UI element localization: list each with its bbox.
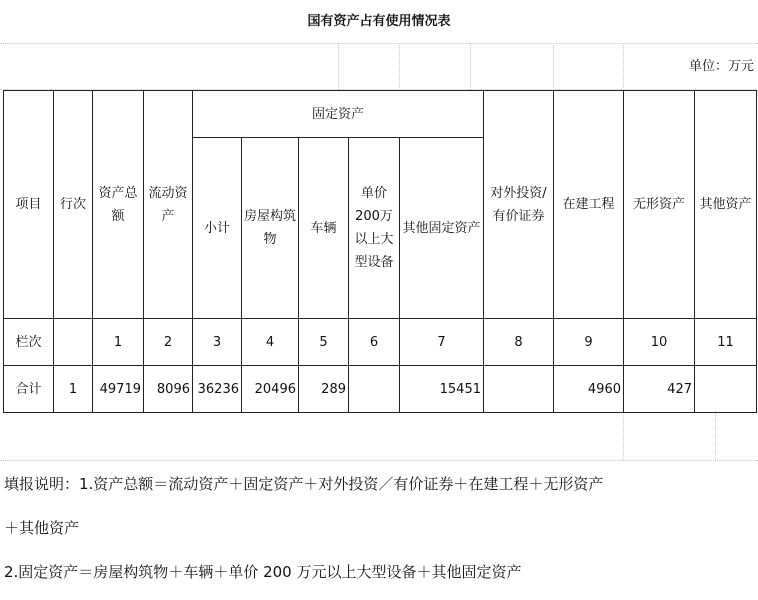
header-total-assets: 资产总额 [93,91,144,319]
header-intangible: 无形资产 [624,91,695,319]
header-investment: 对外投资/有价证券 [484,91,554,319]
value-cell [695,366,757,413]
value-cell [484,366,554,413]
unit-label: 单位：万元 [688,59,754,74]
col-num: 9 [554,319,624,366]
value-cell: 427 [624,366,695,413]
note-line-2: ＋其他资产 [4,519,80,537]
header-row-no: 行次 [54,91,93,319]
header-current-assets: 流动资产 [144,91,193,319]
header-fixed-assets: 固定资产 [193,91,484,138]
column-number-row [4,319,757,366]
total-row-no: 1 [54,366,93,413]
header-subtotal: 小计 [193,138,242,319]
col-num: 6 [349,319,400,366]
col-num: 1 [93,319,144,366]
header-other-fixed: 其他固定资产 [400,138,484,319]
notes [4,462,603,594]
value-cell: 49719 [93,366,144,413]
col-num: 4 [242,319,299,366]
column-row-label: 栏次 [4,319,54,366]
total-row [4,366,757,413]
header-vehicles: 车辆 [299,138,349,319]
empty-cell [54,319,93,366]
value-cell: 289 [299,366,349,413]
header-large-equipment: 单价200万以上大型设备 [349,138,400,319]
col-num: 11 [695,319,757,366]
page-title: 国有资产占有使用情况表 [0,0,758,44]
value-cell [349,366,400,413]
header-buildings: 房屋构筑物 [242,138,299,319]
header-other-assets: 其他资产 [695,91,757,319]
value-cell: 36236 [193,366,242,413]
value-cell: 4960 [554,366,624,413]
value-cell: 20496 [242,366,299,413]
col-num: 10 [624,319,695,366]
note-line-3: 2.固定资产＝房屋构筑物＋车辆＋单价 200 万元以上大型设备＋其他固定资产 [4,563,522,581]
col-num: 3 [193,319,242,366]
col-num: 8 [484,319,554,366]
col-num: 7 [400,319,484,366]
asset-table [3,90,757,413]
col-num: 2 [144,319,193,366]
total-row-label: 合计 [4,366,54,413]
header-construction: 在建工程 [554,91,624,319]
note-line-1: 填报说明：1.资产总额＝流动资产＋固定资产＋对外投资／有价证券＋在建工程＋无形资产 [4,475,604,493]
header-item: 项目 [4,91,54,319]
col-num: 5 [299,319,349,366]
value-cell: 15451 [400,366,484,413]
value-cell: 8096 [144,366,193,413]
